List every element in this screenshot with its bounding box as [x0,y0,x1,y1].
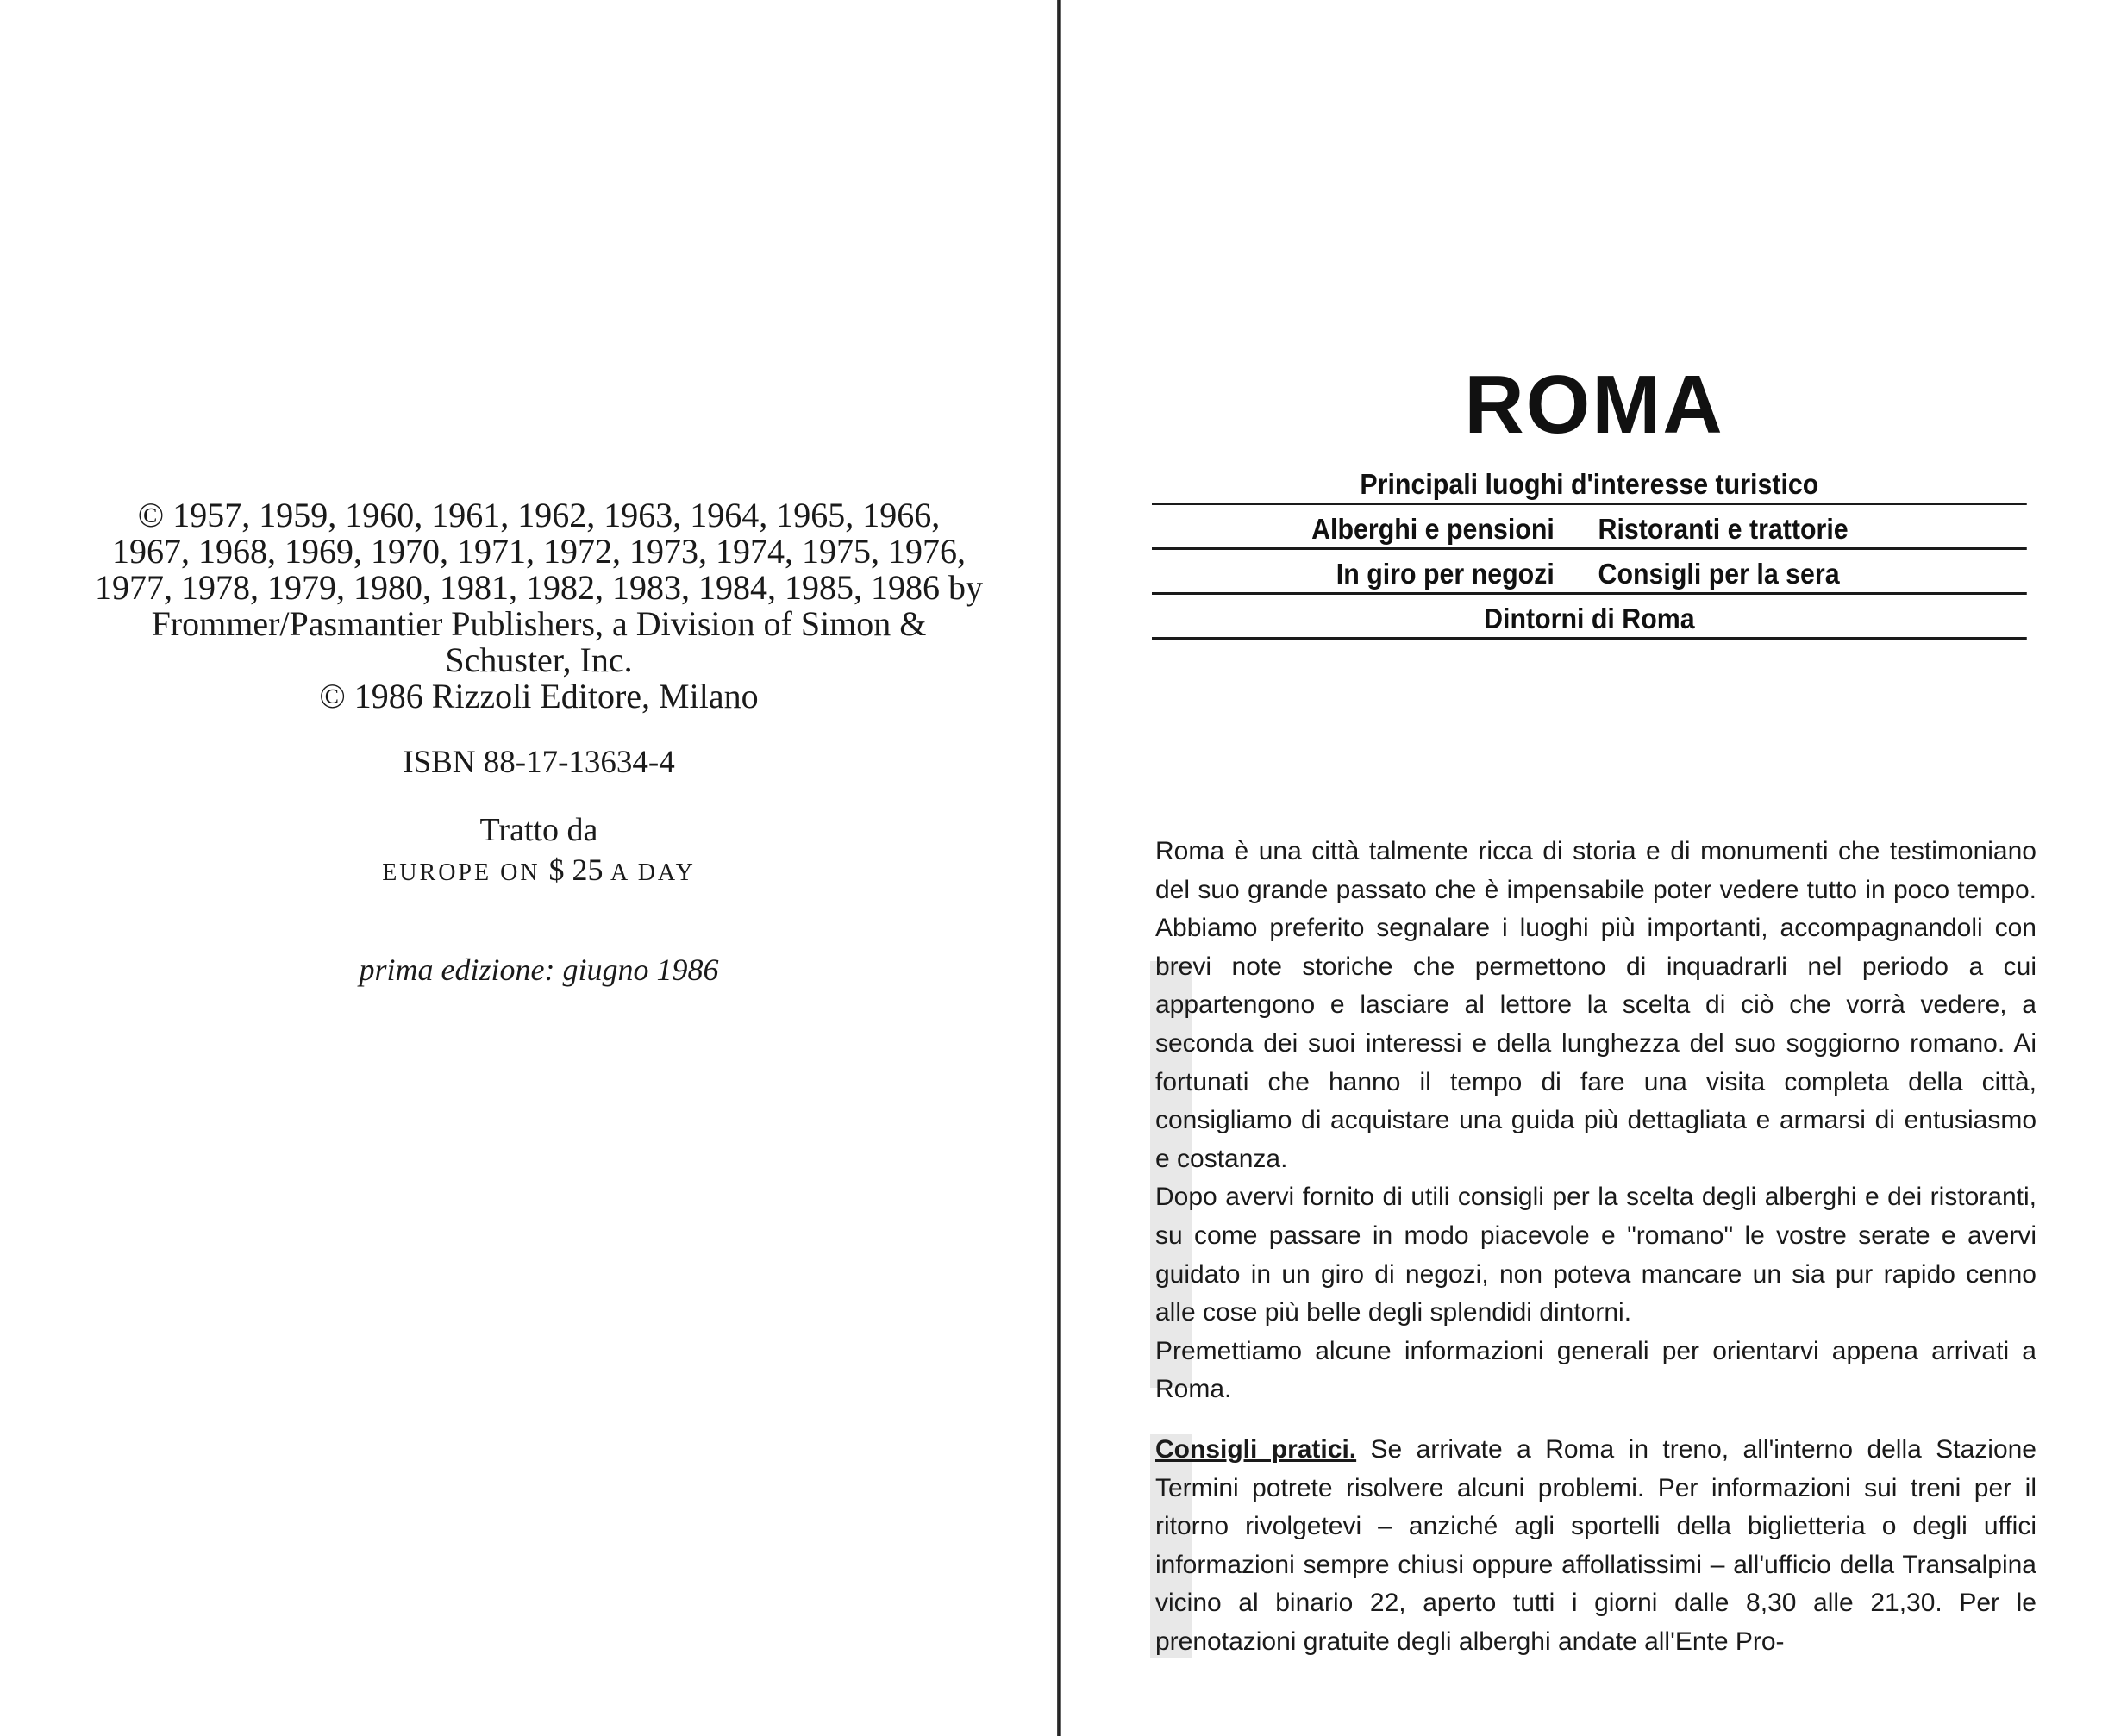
source-title-pre: EUROPE ON [382,859,541,886]
source-title-post: A DAY [610,859,696,886]
contents-item: Consigli per la sera [1598,558,1840,590]
title-page [1061,0,2127,1736]
contents-row [1152,550,2027,595]
contents-row [1152,460,2027,505]
intro-paragraph: Roma è una città talmente ricca di storia e di monumenti che testimoniano del suo grande passato che è impensabile poter vedere tutto in poco tempo. Abbiamo preferito segnalare i luoghi più importanti, accompagnandoli con brevi note storiche che permettono di inquadrarli nel periodo a cui appartengono e lasciare al lettore la scelta di ciò che vorrà vedere, a seconda dei suoi interessi e della lunghezza del suo soggiorno romano. Ai fortunati che hanno il tempo di fare una visita completa della città, consigliamo di acquistare una guida più dettagliata e armarsi di entusiasmo e costanza. [1155,837,2036,1173]
contents-row [1152,505,2027,550]
practical-section [1155,1431,2036,1662]
source-label: Tratto da [479,812,598,848]
contents-item: Dintorni di Roma [1484,603,1695,634]
copyright-page [0,0,1057,1736]
page-title: ROMA [1464,359,1724,451]
contents-item: Ristoranti e trattorie [1598,513,1849,545]
contents-list [1152,460,2027,640]
isbn: ISBN 88-17-13634-4 [403,745,675,780]
intro-paragraph: Dopo avervi fornito di utili consigli per la scelta degli alberghi e dei ristoranti, su come passare in modo piacevole e "romano" le vostre serate e avervi guidato in un giro di negozi, non poteva mancare un sia pur rapido cenno alle cose più belle degli splendidi dintorni. [1155,1183,2036,1327]
source-title [95,852,983,888]
intro-text [1155,833,2036,1409]
contents-item: Alberghi e pensioni [1311,513,1555,545]
source-title-amount: $ 25 [548,852,604,887]
copyright-years: © 1957, 1959, 1960, 1961, 1962, 1963, 1964, 1965, 1966, 1967, 1968, 1969, 1970, 1971, 1972, 1973, 1974, 1975, 1976, 1977, 1978, 1979, 1980, 1981, 1982, 1983, 1984, 1985, 1986 by Frommer/Pasmantier Publishers, a Division of Simon & Schuster, Inc. [95,496,983,679]
practical-text: Se arrivate a Roma in treno, all'interno della Stazione Termini potrete risolvere alcuni problemi. Per informazioni sui treni per il ritorno rivolgetevi – anziché agli sportelli della biglietteria o degli uffici informazioni sempre chiusi oppure affollatissimi – all'ufficio della Transalpina vicino al binario 22, aperto tutti i giorni dalle 8,30 alle 21,30. Per le prenotazioni gratuite degli alberghi andate all'Ente Pro- [1155,1435,2036,1656]
practical-paragraph [1155,1431,2036,1662]
intro-paragraph: Premettiamo alcune informazioni generali per orientarvi appena arrivati a Roma. [1155,1336,2036,1404]
edition-note: prima edizione: giugno 1986 [359,952,719,987]
copyright-publisher: © 1986 Rizzoli Editore, Milano [319,677,759,715]
contents-item: In giro per negozi [1336,558,1555,590]
contents-item: Principali luoghi d'interesse turistico [1360,468,1819,500]
copyright-block [95,497,983,715]
practical-heading: Consigli pratici. [1155,1435,1357,1464]
contents-row [1152,595,2027,640]
